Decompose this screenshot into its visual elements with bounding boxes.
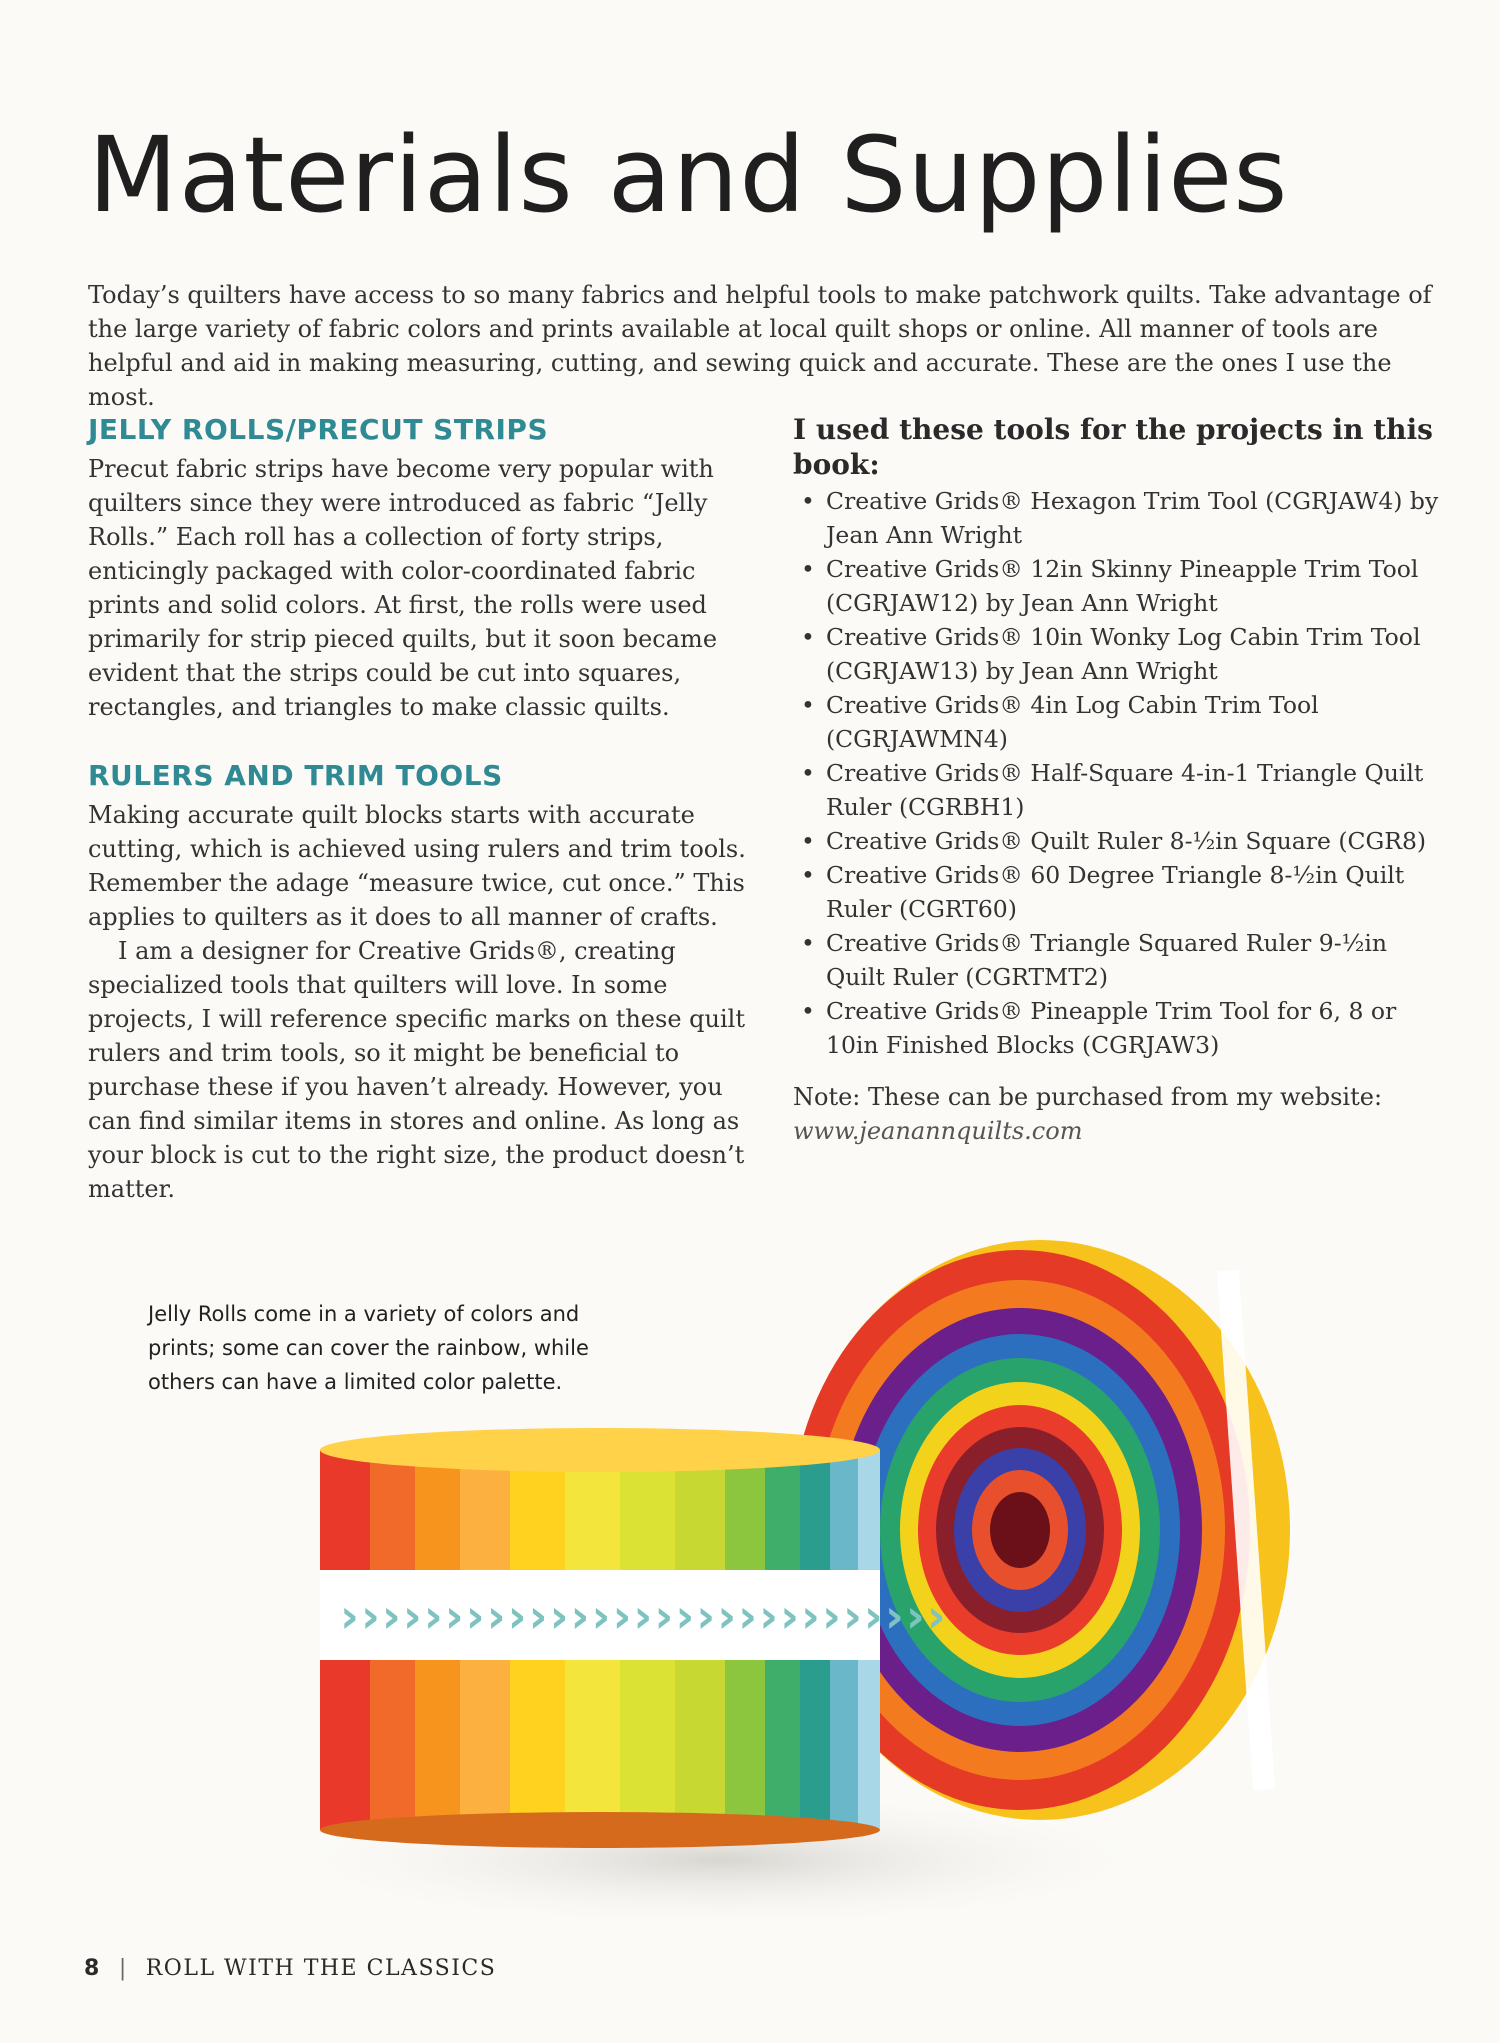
page-title: Materials and Supplies [88, 114, 1289, 236]
note-text: Note: These can be purchased from my website: [793, 1083, 1383, 1111]
bullet-icon: • [801, 623, 815, 651]
lying-roll [320, 1428, 948, 1848]
jelly-roll-photo [300, 1240, 1400, 1940]
page-footer [84, 1956, 496, 1981]
jelly-rolls-heading: JELLY ROLLS/PRECUT STRIPS [88, 413, 549, 446]
tool-list-item: • Creative Grids® Half-Square 4-in-1 Triangle Quilt Ruler (CGRBH1) [793, 756, 1453, 824]
footer-separator: | [118, 1956, 128, 1981]
tool-list-item: • Creative Grids® 12in Skinny Pineapple Trim Tool (CGRJAW12) by Jean Ann Wright [793, 552, 1453, 620]
bullet-icon: • [801, 861, 815, 889]
page-number: 8 [84, 1956, 101, 1981]
jelly-rolls-paragraph: Precut fabric strips have become very popular with quilters since they were introduced as fabric “Jelly Rolls.” Each roll has a collection of forty strips, enticingly packaged with color-coordinated fabric prints and solid colors. At first, the rolls were used primarily for strip pieced quilts, but it soon became evident that the strips could be cut into squares, rectangles, and triangles to make classic quilts. [88, 455, 718, 721]
rulers-heading: RULERS AND TRIM TOOLS [88, 759, 503, 792]
tool-list-item: • Creative Grids® 10in Wonky Log Cabin Trim Tool (CGRJAW13) by Jean Ann Wright [793, 620, 1453, 688]
bullet-icon: • [801, 997, 815, 1025]
tool-list-item: • Creative Grids® Quilt Ruler 8-½in Square (CGR8) [793, 824, 1453, 858]
tool-list [793, 484, 1453, 1062]
tool-list-item: • Creative Grids® Hexagon Trim Tool (CGRJAW4) by Jean Ann Wright [793, 484, 1453, 552]
tool-list-item: • Creative Grids® 60 Degree Triangle 8-½in Quilt Ruler (CGRT60) [793, 858, 1453, 926]
svg-text:›››››››››››››››››››››››››››››: ››››››››››››››››››››››››››››› [340, 1589, 948, 1643]
bullet-icon: • [801, 759, 815, 787]
rulers-paragraph-2: I am a designer for Creative Grids®, creating specialized tools that quilters will love. In some projects, I will reference specific marks on these quilt rulers and trim tools, so it might be beneficial to purchase these if you haven’t already. However, you can find similar items in stores and online. As long as your block is cut to the right size, the product doesn’t matter. [88, 937, 745, 1203]
tools-heading: I used these tools for the projects in this book: [793, 413, 1433, 481]
bullet-icon: • [801, 555, 815, 583]
tool-list-item: • Creative Grids® Pineapple Trim Tool for 6, 8 or 10in Finished Blocks (CGRJAW3) [793, 994, 1453, 1062]
bullet-icon: • [801, 487, 815, 515]
tool-list-item: • Creative Grids® 4in Log Cabin Trim Tool (CGRJAWMN4) [793, 688, 1453, 756]
left-column [88, 412, 748, 1206]
bullet-icon: • [801, 827, 815, 855]
book-title: ROLL WITH THE CLASSICS [145, 1956, 497, 1981]
bullet-icon: • [801, 929, 815, 957]
bullet-icon: • [801, 691, 815, 719]
tool-list-item: • Creative Grids® Triangle Squared Ruler 9-½in Quilt Ruler (CGRTMT2) [793, 926, 1453, 994]
intro-paragraph: Today’s quilters have access to so many fabrics and helpful tools to make patchwork quilts. Take advantage of the large variety of fabric colors and prints available at local quilt shops or online. All manner of tools are helpful and aid in making measuring, cutting, and sewing quick and accurate. These are the ones I use the most. [88, 281, 1432, 411]
rulers-paragraph-1: Making accurate quilt blocks starts with accurate cutting, which is achieved using rulers and trim tools. Remember the adage “measure twice, cut once.” This applies to quilters as it does to all manner of crafts. [88, 801, 746, 931]
purchase-note [793, 1080, 1453, 1148]
photo-caption: Jelly Rolls come in a variety of colors and prints; some can cover the rainbow, while others can have a limited color palette. [148, 1302, 589, 1394]
website-link[interactable]: www.jeanannquilts.com [793, 1117, 1083, 1145]
right-column [793, 412, 1453, 1148]
